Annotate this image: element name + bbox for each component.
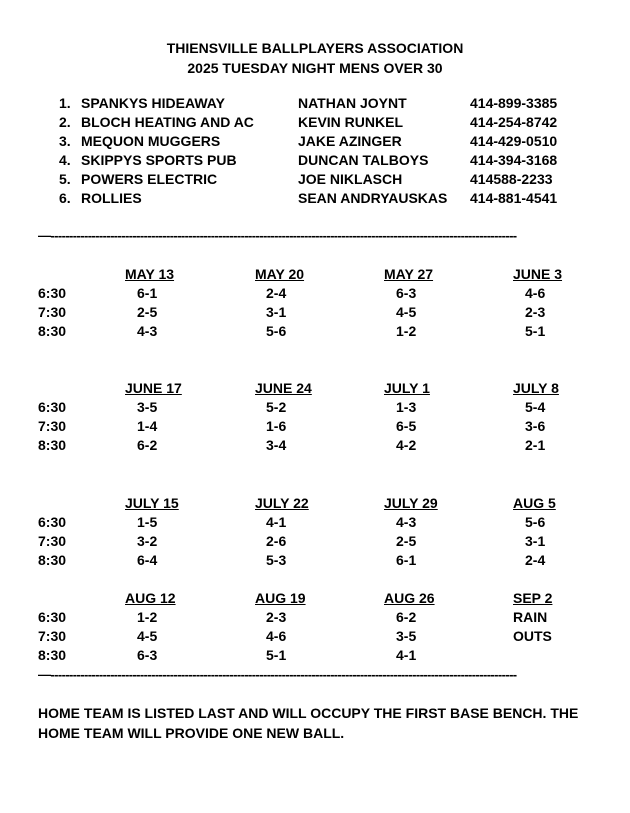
schedule-block xyxy=(0,495,630,575)
game-date: JULY 15 xyxy=(125,495,179,511)
schedule-block xyxy=(0,590,630,670)
game-date: AUG 5 xyxy=(513,495,556,511)
game-date: JUNE 24 xyxy=(255,380,312,396)
footer-note xyxy=(38,703,608,743)
contact-name: KEVIN RUNKEL xyxy=(298,114,404,130)
matchup: 1-3 xyxy=(396,399,417,415)
team-number: 3. xyxy=(59,133,71,149)
footer-line: HOME TEAM IS LISTED LAST AND WILL OCCUPY THE FIRST BASE BENCH. THE xyxy=(38,705,579,721)
game-date: SEP 2 xyxy=(513,590,553,606)
matchup: 1-5 xyxy=(137,514,158,530)
game-time: 6:30 xyxy=(38,609,67,625)
game-date: JULY 8 xyxy=(513,380,559,396)
game-time: 7:30 xyxy=(38,628,67,644)
team-name: SPANKYS HIDEAWAY xyxy=(81,95,225,111)
divider: —----------------------------------------------------------------------------------------------------------------------------- xyxy=(38,229,517,243)
contact-name: JOE NIKLASCH xyxy=(298,171,403,187)
matchup: 6-5 xyxy=(396,418,417,434)
team-name: SKIPPYS SPORTS PUB xyxy=(81,152,237,168)
game-time: 7:30 xyxy=(38,304,67,320)
team-number: 6. xyxy=(59,190,71,206)
matchup: 6-2 xyxy=(396,609,417,625)
matchup: 1-2 xyxy=(396,323,417,339)
matchup: 1-6 xyxy=(266,418,287,434)
matchup: 3-1 xyxy=(525,533,546,549)
game-time: 8:30 xyxy=(38,647,67,663)
team-name: POWERS ELECTRIC xyxy=(81,171,218,187)
matchup: 6-3 xyxy=(137,647,158,663)
contact-phone: 414-429-0510 xyxy=(470,133,558,149)
contact-name: JAKE AZINGER xyxy=(298,133,402,149)
team-number: 5. xyxy=(59,171,71,187)
team-row xyxy=(0,190,630,209)
contact-phone: 414-394-3168 xyxy=(470,152,558,168)
game-date: JULY 22 xyxy=(255,495,309,511)
team-name: ROLLIES xyxy=(81,190,142,206)
game-time: 6:30 xyxy=(38,399,67,415)
game-date: MAY 27 xyxy=(384,266,434,282)
page-subtitle: 2025 TUESDAY NIGHT MENS OVER 30 xyxy=(187,60,443,76)
matchup: 5-6 xyxy=(266,323,287,339)
contact-name: SEAN ANDRYAUSKAS xyxy=(298,190,448,206)
team-row xyxy=(0,152,630,171)
matchup: 2-5 xyxy=(137,304,158,320)
game-date: MAY 13 xyxy=(125,266,175,282)
matchup: 2-5 xyxy=(396,533,417,549)
team-row xyxy=(0,171,630,190)
matchup: 5-1 xyxy=(525,323,546,339)
matchup: 3-4 xyxy=(266,437,287,453)
rainout-note: RAIN xyxy=(513,609,548,625)
game-date: AUG 19 xyxy=(255,590,306,606)
rainout-note: OUTS xyxy=(513,628,552,644)
game-time: 7:30 xyxy=(38,533,67,549)
matchup: 6-2 xyxy=(137,437,158,453)
matchup: 6-1 xyxy=(137,285,158,301)
matchup: 4-2 xyxy=(396,437,417,453)
matchup: 4-5 xyxy=(396,304,417,320)
divider: —----------------------------------------------------------------------------------------------------------------------------- xyxy=(38,668,517,682)
matchup: 2-4 xyxy=(525,552,546,568)
matchup: 1-4 xyxy=(137,418,158,434)
matchup: 4-5 xyxy=(137,628,158,644)
game-date: JULY 29 xyxy=(384,495,438,511)
matchup: 3-6 xyxy=(525,418,546,434)
team-number: 2. xyxy=(59,114,71,130)
contact-phone: 414-881-4541 xyxy=(470,190,558,206)
team-name: MEQUON MUGGERS xyxy=(81,133,221,149)
matchup: 2-6 xyxy=(266,533,287,549)
team-number: 1. xyxy=(59,95,71,111)
matchup: 2-3 xyxy=(525,304,546,320)
matchup: 2-3 xyxy=(266,609,287,625)
matchup: 5-6 xyxy=(525,514,546,530)
contact-phone: 414-254-8742 xyxy=(470,114,558,130)
game-time: 8:30 xyxy=(38,552,67,568)
matchup: 2-1 xyxy=(525,437,546,453)
matchup: 5-4 xyxy=(525,399,546,415)
game-time: 7:30 xyxy=(38,418,67,434)
game-date: JUNE 17 xyxy=(125,380,182,396)
game-time: 6:30 xyxy=(38,514,67,530)
matchup: 4-3 xyxy=(137,323,158,339)
matchup: 3-5 xyxy=(396,628,417,644)
matchup: 4-3 xyxy=(396,514,417,530)
contact-name: DUNCAN TALBOYS xyxy=(298,152,429,168)
matchup: 4-6 xyxy=(525,285,546,301)
matchup: 3-2 xyxy=(137,533,158,549)
matchup: 5-3 xyxy=(266,552,287,568)
matchup: 6-3 xyxy=(396,285,417,301)
team-name: BLOCH HEATING AND AC xyxy=(81,114,254,130)
contact-phone: 414588-2233 xyxy=(470,171,553,187)
matchup: 1-2 xyxy=(137,609,158,625)
team-number: 4. xyxy=(59,152,71,168)
matchup: 4-6 xyxy=(266,628,287,644)
game-date: AUG 12 xyxy=(125,590,176,606)
team-row xyxy=(0,95,630,114)
contact-name: NATHAN JOYNT xyxy=(298,95,407,111)
game-date: JUNE 3 xyxy=(513,266,563,282)
game-date: MAY 20 xyxy=(255,266,305,282)
matchup: 3-5 xyxy=(137,399,158,415)
game-time: 8:30 xyxy=(38,437,67,453)
matchup: 5-2 xyxy=(266,399,287,415)
matchup: 6-1 xyxy=(396,552,417,568)
team-row xyxy=(0,133,630,152)
footer-line: HOME TEAM WILL PROVIDE ONE NEW BALL. xyxy=(38,725,345,741)
game-date: AUG 26 xyxy=(384,590,435,606)
matchup: 2-4 xyxy=(266,285,287,301)
page-title: THIENSVILLE BALLPLAYERS ASSOCIATION xyxy=(166,40,464,56)
matchup: 3-1 xyxy=(266,304,287,320)
game-time: 6:30 xyxy=(38,285,67,301)
matchup: 4-1 xyxy=(266,514,287,530)
game-date: JULY 1 xyxy=(384,380,430,396)
team-row xyxy=(0,114,630,133)
matchup: 4-1 xyxy=(396,647,417,663)
contact-phone: 414-899-3385 xyxy=(470,95,558,111)
matchup: 5-1 xyxy=(266,647,287,663)
schedule-block xyxy=(0,380,630,460)
schedule-block xyxy=(0,266,630,346)
matchup: 6-4 xyxy=(137,552,158,568)
game-time: 8:30 xyxy=(38,323,67,339)
